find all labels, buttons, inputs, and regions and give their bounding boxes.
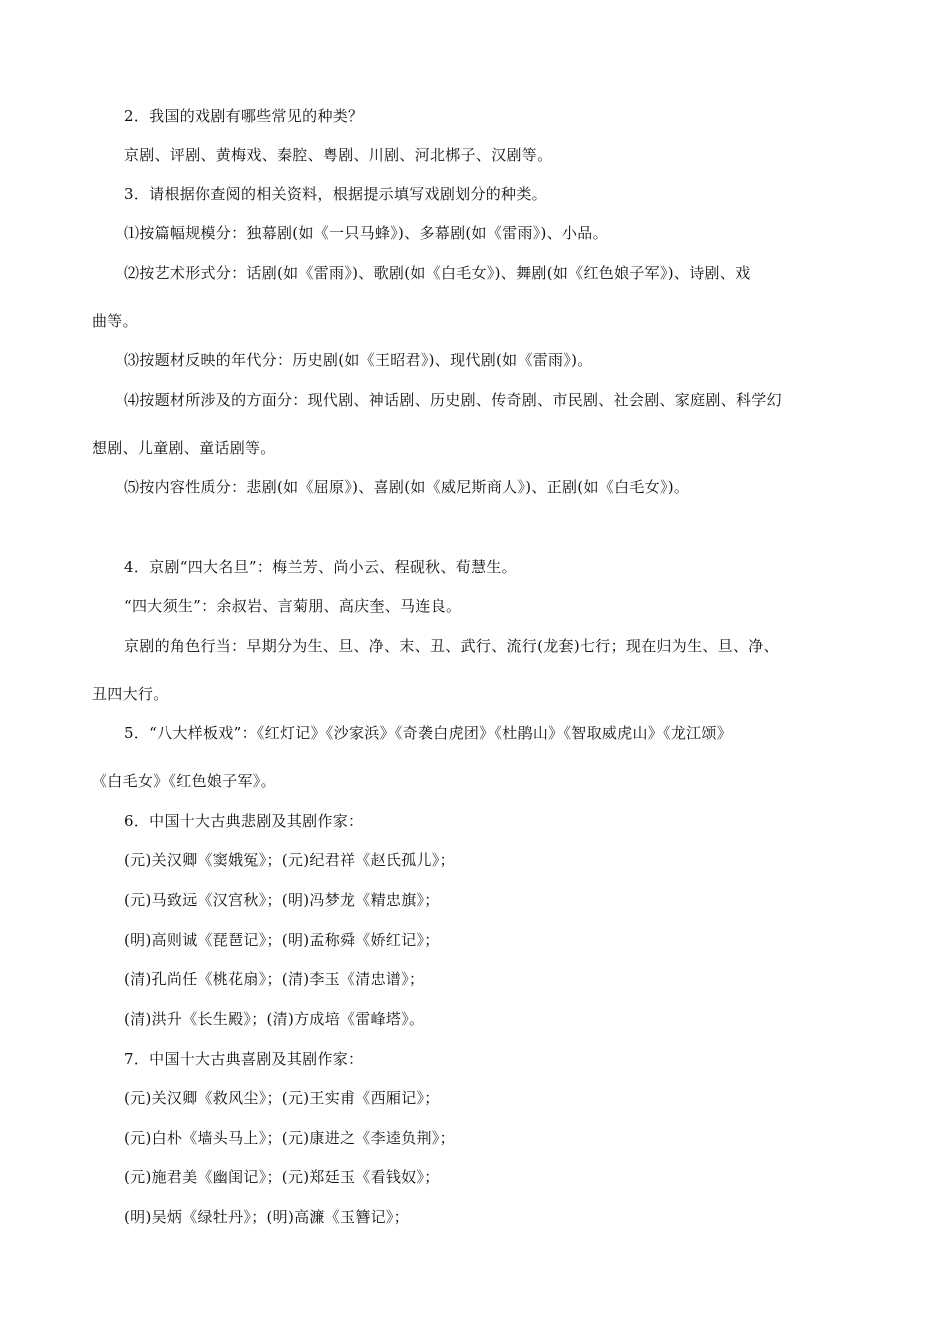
item-3-2: ⑵按艺术形式分：话剧(如《雷雨》)、歌剧(如《白毛女》)、舞剧(如《红色娘子军》)、诗剧、戏: [124, 264, 751, 282]
item-5-cont: 《白毛女》《红色娘子军》。: [92, 772, 276, 790]
tragedy-row-4: (清)孔尚任《桃花扇》；(清)李玉《清忠谱》；: [124, 970, 425, 988]
item-7: 7．中国十大古典喜剧及其剧作家：: [124, 1050, 364, 1068]
item-4-roles: 京剧的角色行当：早期分为生、旦、净、末、丑、武行、流行(龙套)七行；现在归为生、旦、净、: [124, 637, 779, 655]
item-4-sixu: “四大须生”：余叔岩、言菊朋、高庆奎、马连良。: [124, 597, 462, 615]
item-3-4: ⑷按题材所涉及的方面分：现代剧、神话剧、历史剧、传奇剧、市民剧、社会剧、家庭剧、科学幻: [124, 391, 782, 409]
item-3-4-cont: 想剧、儿童剧、童话剧等。: [92, 439, 276, 457]
question-2: 2．我国的戏剧有哪些常见的种类？: [124, 107, 364, 125]
item-4: 4．京剧“四大名旦”：梅兰芳、尚小云、程砚秋、荀慧生。: [124, 558, 517, 576]
tragedy-row-1: (元)关汉卿《窦娥冤》；(元)纪君祥《赵氏孤儿》；: [124, 851, 455, 869]
item-6: 6．中国十大古典悲剧及其剧作家：: [124, 812, 364, 830]
comedy-row-2: (元)白朴《墙头马上》；(元)康进之《李逵负荆》；: [124, 1129, 455, 1147]
item-3-5: ⑸按内容性质分：悲剧(如《屈原》)、喜剧(如《威尼斯商人》)、正剧(如《白毛女》)。: [124, 478, 690, 496]
item-4-roles-cont: 丑四大行。: [92, 685, 169, 703]
tragedy-row-3: (明)高则诚《琵琶记》；(明)孟称舜《娇红记》；: [124, 931, 440, 949]
answer-2: 京剧、评剧、黄梅戏、秦腔、粤剧、川剧、河北梆子、汉剧等。: [124, 146, 553, 164]
tragedy-row-5: (清)洪升《长生殿》；(清)方成培《雷峰塔》。: [124, 1010, 425, 1028]
tragedy-row-2: (元)马致远《汉宫秋》；(明)冯梦龙《精忠旗》；: [124, 891, 440, 909]
comedy-row-4: (明)吴炳《绿牡丹》；(明)高濂《玉簪记》；: [124, 1208, 410, 1226]
item-3-2-cont: 曲等。: [92, 312, 138, 330]
question-3: 3．请根据你查阅的相关资料，根据提示填写戏剧划分的种类。: [124, 185, 547, 203]
comedy-row-3: (元)施君美《幽闺记》；(元)郑廷玉《看钱奴》；: [124, 1168, 440, 1186]
item-3-3: ⑶按题材反映的年代分：历史剧(如《王昭君》)、现代剧(如《雷雨》)。: [124, 351, 593, 369]
comedy-row-1: (元)关汉卿《救风尘》；(元)王实甫《西厢记》；: [124, 1089, 440, 1107]
item-5: 5．“八大样板戏”：《红灯记》《沙家浜》《奇袭白虎团》《杜鹃山》《智取威虎山》《龙江颂》: [124, 724, 733, 742]
item-3-1: ⑴按篇幅规模分：独幕剧(如《一只马蜂》)、多幕剧(如《雷雨》)、小品。: [124, 224, 608, 242]
